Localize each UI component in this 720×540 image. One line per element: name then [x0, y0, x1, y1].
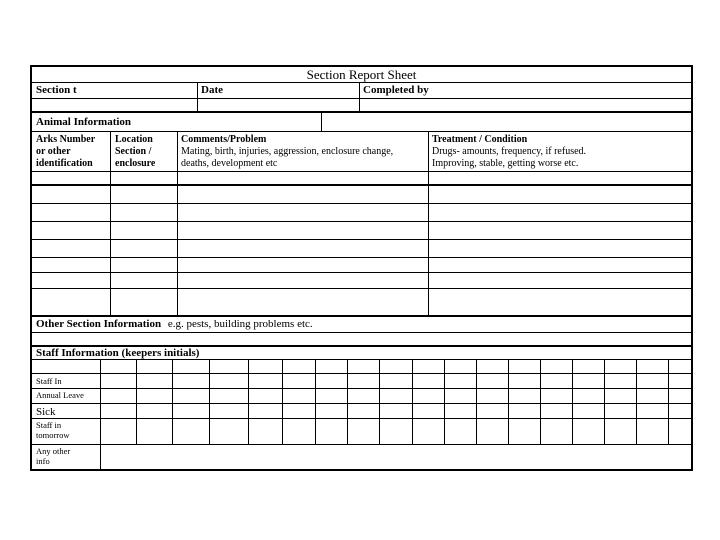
grid-cell-divider: [508, 374, 509, 388]
grid-cell-divider: [476, 419, 477, 444]
arks-number-header: Arks Number or other identification: [36, 134, 96, 169]
grid-cell-divider: [604, 404, 605, 418]
grid-cell-divider: [209, 419, 210, 444]
divider: [177, 222, 178, 239]
divider: [428, 240, 429, 257]
grid-cell-divider: [315, 419, 316, 444]
divider: [177, 132, 178, 171]
grid-cell-divider: [540, 419, 541, 444]
grid-cell-divider: [668, 360, 669, 373]
grid-cell-divider: [379, 374, 380, 388]
treatment-description: Drugs- amounts, frequency, if refused. Improving, stable, getting worse etc.: [432, 146, 587, 169]
grid-cell-divider: [636, 360, 637, 373]
grid-cell-divider: [315, 404, 316, 418]
grid-cell-divider: [248, 374, 249, 388]
divider: [177, 258, 178, 272]
grid-cell-divider: [604, 360, 605, 373]
grid-cell-divider: [347, 360, 348, 373]
sheet-title: Section Report Sheet: [306, 67, 417, 82]
divider: [428, 258, 429, 272]
section-label: Section t: [36, 84, 77, 96]
grid-cell-divider: [209, 374, 210, 388]
animal-heading: Animal Information: [36, 116, 132, 128]
report-sheet: [30, 65, 693, 471]
divider: [177, 240, 178, 257]
grid-cell-divider: [347, 404, 348, 418]
header-entry-row[interactable]: [32, 99, 691, 113]
grid-cell-divider: [209, 404, 210, 418]
grid-cell-divider: [172, 360, 173, 373]
divider: [321, 113, 322, 131]
divider: [359, 99, 360, 111]
comments-header: Comments/Problem: [181, 134, 267, 145]
grid-cell-divider: [347, 419, 348, 444]
animal-entry-row[interactable]: [32, 222, 691, 240]
grid-cell-divider: [444, 419, 445, 444]
divider: [110, 186, 111, 203]
annual-leave-row[interactable]: [32, 389, 691, 404]
staff-tomorrow-row[interactable]: [32, 419, 691, 445]
staff-in-row[interactable]: [32, 374, 691, 389]
other-entry-row[interactable]: [32, 333, 691, 347]
grid-cell-divider: [508, 360, 509, 373]
grid-cell-divider: [540, 404, 541, 418]
grid-cell-divider: [315, 374, 316, 388]
divider: [100, 445, 101, 469]
grid-cell-divider: [248, 404, 249, 418]
grid-cell-divider: [668, 389, 669, 403]
grid-cell-divider: [100, 404, 101, 418]
grid-cell-divider: [379, 360, 380, 373]
grid-cell-divider: [136, 360, 137, 373]
grid-cell-divider: [209, 389, 210, 403]
grid-cell-divider: [172, 389, 173, 403]
divider: [428, 289, 429, 315]
animal-column-headers: [32, 132, 691, 172]
grid-cell-divider: [508, 404, 509, 418]
grid-cell-divider: [136, 404, 137, 418]
other-heading-row: [32, 317, 691, 333]
grid-cell-divider: [209, 360, 210, 373]
grid-cell-divider: [379, 389, 380, 403]
grid-cell-divider: [572, 404, 573, 418]
grid-cell-divider: [604, 419, 605, 444]
grid-cell-divider: [508, 389, 509, 403]
divider: [177, 186, 178, 203]
location-header: Location Section / enclosure: [115, 134, 156, 169]
divider: [428, 186, 429, 203]
divider: [110, 258, 111, 272]
grid-cell-divider: [315, 360, 316, 373]
grid-cell-divider: [248, 389, 249, 403]
animal-entry-row[interactable]: [32, 172, 691, 186]
grid-cell-divider: [636, 374, 637, 388]
animal-entry-row[interactable]: [32, 289, 691, 317]
sick-row[interactable]: [32, 404, 691, 419]
animal-heading-row: [32, 113, 691, 132]
other-heading: Other Section Information e.g. pests, building problems etc.: [36, 318, 313, 330]
grid-cell-divider: [636, 389, 637, 403]
grid-cell-divider: [604, 389, 605, 403]
grid-cell-divider: [476, 360, 477, 373]
grid-cell-divider: [248, 419, 249, 444]
animal-entry-row[interactable]: [32, 186, 691, 204]
grid-cell-divider: [100, 360, 101, 373]
divider: [359, 83, 360, 98]
grid-cell-divider: [315, 389, 316, 403]
divider: [110, 132, 111, 171]
grid-cell-divider: [172, 404, 173, 418]
grid-cell-divider: [444, 404, 445, 418]
divider: [177, 204, 178, 221]
divider: [177, 172, 178, 184]
staff-in-label: Staff In: [36, 376, 62, 386]
divider: [110, 289, 111, 315]
animal-entry-row[interactable]: [32, 258, 691, 273]
staff-heading: Staff Information (keepers initials): [36, 347, 200, 359]
grid-cell-divider: [282, 360, 283, 373]
grid-cell-divider: [172, 419, 173, 444]
grid-cell-divider: [572, 419, 573, 444]
grid-cell-divider: [668, 404, 669, 418]
grid-cell-divider: [572, 389, 573, 403]
animal-entry-row[interactable]: [32, 273, 691, 289]
divider: [428, 204, 429, 221]
grid-cell-divider: [282, 389, 283, 403]
grid-cell-divider: [476, 389, 477, 403]
grid-cell-divider: [136, 389, 137, 403]
grid-cell-divider: [476, 374, 477, 388]
divider: [110, 273, 111, 288]
grid-cell-divider: [412, 419, 413, 444]
grid-cell-divider: [100, 419, 101, 444]
grid-cell-divider: [444, 374, 445, 388]
grid-cell-divider: [476, 404, 477, 418]
grid-cell-divider: [379, 404, 380, 418]
divider: [428, 273, 429, 288]
divider: [197, 83, 198, 98]
divider: [110, 222, 111, 239]
any-other-info-label: Any other info: [36, 446, 71, 466]
staff-tomorrow-label: Staff in tomorrow: [36, 420, 70, 440]
divider: [197, 99, 198, 111]
staff-heading-row: [32, 347, 691, 360]
grid-cell-divider: [412, 374, 413, 388]
animal-entry-row[interactable]: [32, 204, 691, 222]
divider: [428, 172, 429, 184]
divider: [110, 240, 111, 257]
date-label: Date: [201, 84, 223, 96]
grid-cell-divider: [444, 389, 445, 403]
grid-cell-divider: [100, 389, 101, 403]
grid-cell-divider: [379, 419, 380, 444]
animal-entry-row[interactable]: [32, 240, 691, 258]
grid-cell-divider: [282, 419, 283, 444]
grid-cell-divider: [540, 360, 541, 373]
any-other-info-row[interactable]: [32, 445, 691, 469]
grid-cell-divider: [136, 374, 137, 388]
grid-cell-divider: [282, 404, 283, 418]
grid-cell-divider: [572, 360, 573, 373]
grid-cell-divider: [412, 360, 413, 373]
grid-cell-divider: [540, 389, 541, 403]
divider: [177, 289, 178, 315]
treatment-header: Treatment / Condition: [432, 134, 528, 145]
divider: [428, 132, 429, 171]
grid-cell-divider: [347, 389, 348, 403]
grid-cell-divider: [572, 374, 573, 388]
completed-by-label: Completed by: [363, 84, 429, 96]
grid-cell-divider: [604, 374, 605, 388]
grid-cell-divider: [248, 360, 249, 373]
grid-cell-divider: [282, 374, 283, 388]
title-row: [32, 67, 691, 83]
grid-cell-divider: [412, 389, 413, 403]
grid-cell-divider: [172, 374, 173, 388]
grid-cell-divider: [100, 374, 101, 388]
annual-leave-label: Annual Leave: [36, 390, 84, 400]
divider: [177, 273, 178, 288]
grid-cell-divider: [668, 419, 669, 444]
grid-cell-divider: [136, 419, 137, 444]
divider: [428, 222, 429, 239]
grid-cell-divider: [668, 374, 669, 388]
divider: [110, 172, 111, 184]
sick-label: Sick: [36, 406, 56, 418]
comments-description: Mating, birth, injuries, aggression, enclosure change, deaths, development etc: [181, 146, 394, 169]
divider: [110, 204, 111, 221]
grid-cell-divider: [444, 360, 445, 373]
staff-blank-row[interactable]: [32, 360, 691, 374]
grid-cell-divider: [412, 404, 413, 418]
grid-cell-divider: [636, 404, 637, 418]
grid-cell-divider: [636, 419, 637, 444]
other-hint: e.g. pests, building problems etc.: [167, 318, 313, 330]
grid-cell-divider: [508, 419, 509, 444]
header-row: [32, 83, 691, 99]
grid-cell-divider: [347, 374, 348, 388]
grid-cell-divider: [540, 374, 541, 388]
